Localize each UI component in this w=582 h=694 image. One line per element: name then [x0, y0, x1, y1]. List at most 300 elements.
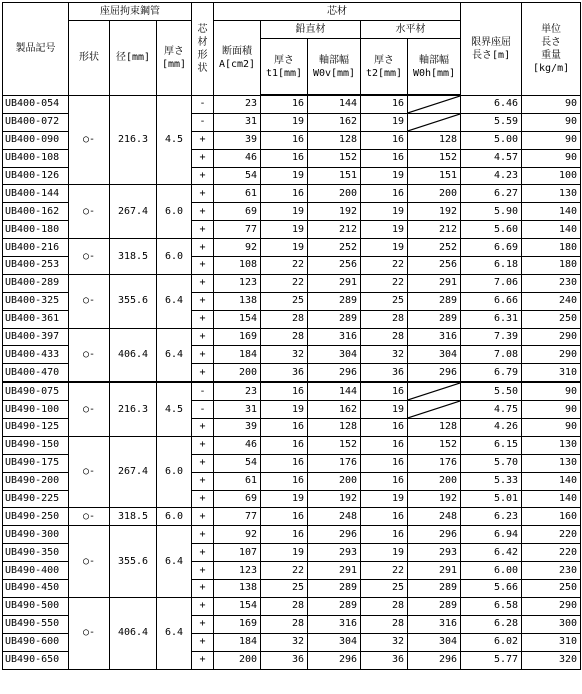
diameter-cell: 318.5: [110, 508, 157, 526]
core-shape-cell: +: [192, 149, 214, 167]
t2-cell: 19: [361, 167, 408, 185]
area-cell: 77: [214, 508, 261, 526]
core-shape-cell: +: [192, 454, 214, 472]
core-shape-cell: +: [192, 544, 214, 562]
w0h-cell: 176: [408, 454, 461, 472]
t2-cell: 36: [361, 651, 408, 669]
t1-cell: 28: [261, 328, 308, 346]
product-code-cell: UB400-126: [3, 167, 69, 185]
w0h-cell: 200: [408, 185, 461, 203]
core-shape-cell: -: [192, 382, 214, 400]
t1-cell: 16: [261, 454, 308, 472]
w0v-cell: 316: [308, 615, 361, 633]
product-code-cell: UB400-144: [3, 185, 69, 203]
table-row: [3, 185, 581, 203]
w0h-cell-empty: [408, 113, 461, 131]
thickness-cell: 6.0: [157, 508, 192, 526]
header-core-shape-2: 材: [197, 36, 208, 48]
buckling-length-cell: 6.94: [461, 526, 522, 544]
w0v-cell: 289: [308, 597, 361, 615]
core-shape-cell: +: [192, 490, 214, 508]
product-code-cell: UB400-090: [3, 131, 69, 149]
unit-weight-cell: 90: [522, 113, 581, 131]
area-cell: 77: [214, 221, 261, 239]
diameter-cell: 216.3: [110, 382, 157, 436]
t1-cell: 16: [261, 472, 308, 490]
diagonal-slash: [408, 96, 460, 113]
w0h-cell: 200: [408, 472, 461, 490]
core-shape-cell: +: [192, 615, 214, 633]
core-shape-cell: +: [192, 651, 214, 669]
area-cell: 123: [214, 274, 261, 292]
t2-cell: 22: [361, 257, 408, 275]
t1-cell: 25: [261, 580, 308, 598]
t2-cell: 28: [361, 310, 408, 328]
product-code-cell: UB490-225: [3, 490, 69, 508]
buckling-length-cell: 6.58: [461, 597, 522, 615]
t2-cell: 16: [361, 149, 408, 167]
core-shape-cell: +: [192, 328, 214, 346]
diameter-cell: 216.3: [110, 95, 157, 185]
t2-cell: 28: [361, 597, 408, 615]
header-area-1: 断面積: [222, 45, 253, 57]
w0v-cell: 192: [308, 203, 361, 221]
t1-cell: 25: [261, 292, 308, 310]
area-cell: 61: [214, 472, 261, 490]
w0h-cell: 316: [408, 615, 461, 633]
shape-cell: ○-: [69, 239, 110, 275]
header-thickness: [157, 21, 192, 96]
product-code-cell: UB490-125: [3, 419, 69, 437]
w0h-cell: 252: [408, 239, 461, 257]
area-cell: 108: [214, 257, 261, 275]
unit-weight-cell: 90: [522, 382, 581, 400]
unit-weight-cell: 230: [522, 562, 581, 580]
thickness-cell: 6.0: [157, 436, 192, 508]
t1-cell: 19: [261, 401, 308, 419]
t1-cell: 22: [261, 257, 308, 275]
t1-cell: 16: [261, 526, 308, 544]
core-shape-cell: -: [192, 95, 214, 113]
w0h-cell: 152: [408, 436, 461, 454]
table-body: [3, 95, 581, 669]
thickness-cell: 6.0: [157, 239, 192, 275]
area-cell: 107: [214, 544, 261, 562]
w0v-cell: 289: [308, 292, 361, 310]
header-unit-weight: [522, 3, 581, 96]
area-cell: 23: [214, 95, 261, 113]
w0h-cell: 192: [408, 203, 461, 221]
diameter-cell: 355.6: [110, 274, 157, 328]
thickness-cell: 6.4: [157, 526, 192, 598]
area-cell: 200: [214, 651, 261, 669]
t2-cell: 16: [361, 419, 408, 437]
shape-cell: ○-: [69, 597, 110, 669]
product-code-cell: UB400-361: [3, 310, 69, 328]
core-shape-cell: +: [192, 472, 214, 490]
header-core-shape-1: 芯: [197, 23, 208, 35]
table-row: [3, 597, 581, 615]
w0h-cell: 291: [408, 562, 461, 580]
t2-cell: 25: [361, 580, 408, 598]
table-row: [3, 328, 581, 346]
header-core-shape: [192, 3, 214, 96]
buckling-length-cell: 7.39: [461, 328, 522, 346]
w0h-cell: 296: [408, 364, 461, 382]
unit-weight-cell: 140: [522, 490, 581, 508]
buckling-length-cell: 5.90: [461, 203, 522, 221]
w0v-cell: 212: [308, 221, 361, 239]
diameter-cell: 406.4: [110, 328, 157, 382]
w0v-cell: 291: [308, 274, 361, 292]
buckling-length-cell: 6.66: [461, 292, 522, 310]
area-cell: 169: [214, 328, 261, 346]
table-row: [3, 274, 581, 292]
t1-cell: 19: [261, 544, 308, 562]
header-area: [214, 21, 261, 96]
core-shape-cell: +: [192, 274, 214, 292]
table-row: [3, 382, 581, 400]
area-cell: 69: [214, 490, 261, 508]
w0v-cell: 151: [308, 167, 361, 185]
w0h-cell: 256: [408, 257, 461, 275]
w0v-cell: 144: [308, 382, 361, 400]
t1-cell: 16: [261, 149, 308, 167]
w0v-cell: 252: [308, 239, 361, 257]
unit-weight-cell: 250: [522, 580, 581, 598]
product-code-cell: UB400-470: [3, 364, 69, 382]
product-code-cell: UB400-289: [3, 274, 69, 292]
core-shape-cell: +: [192, 131, 214, 149]
buckling-length-cell: 6.46: [461, 95, 522, 113]
w0v-cell: 296: [308, 526, 361, 544]
t1-cell: 19: [261, 490, 308, 508]
thickness-cell: 6.4: [157, 274, 192, 328]
area-cell: 23: [214, 382, 261, 400]
core-shape-cell: +: [192, 203, 214, 221]
w0h-cell: 289: [408, 597, 461, 615]
t2-cell: 36: [361, 364, 408, 382]
t2-cell: 22: [361, 562, 408, 580]
w0v-cell: 256: [308, 257, 361, 275]
header-area-2: A[cm2]: [218, 58, 256, 70]
header-buckling-1: 限界座屈: [471, 36, 512, 48]
w0h-cell: 128: [408, 419, 461, 437]
t2-cell: 28: [361, 615, 408, 633]
spec-table: [2, 2, 581, 670]
header-unit-weight-1: 単位: [541, 23, 562, 35]
buckling-length-cell: 5.01: [461, 490, 522, 508]
header-t1: [261, 39, 308, 96]
area-cell: 184: [214, 346, 261, 364]
header-product-code: 製品記号: [3, 3, 69, 96]
header-w0v-2: W0v[mm]: [312, 67, 356, 79]
unit-weight-cell: 160: [522, 508, 581, 526]
w0v-cell: 144: [308, 95, 361, 113]
header-thickness-1: 厚さ: [164, 45, 184, 57]
header-t2: [361, 39, 408, 96]
area-cell: 184: [214, 633, 261, 651]
diameter-cell: 406.4: [110, 597, 157, 669]
t1-cell: 22: [261, 562, 308, 580]
w0v-cell: 293: [308, 544, 361, 562]
area-cell: 39: [214, 419, 261, 437]
w0v-cell: 152: [308, 149, 361, 167]
area-cell: 200: [214, 364, 261, 382]
table-row: [3, 95, 581, 113]
t2-cell: 16: [361, 508, 408, 526]
header-w0h-2: W0h[mm]: [412, 67, 456, 79]
unit-weight-cell: 320: [522, 651, 581, 669]
unit-weight-cell: 290: [522, 597, 581, 615]
core-shape-cell: +: [192, 633, 214, 651]
t1-cell: 28: [261, 310, 308, 328]
w0h-cell: 212: [408, 221, 461, 239]
product-code-cell: UB400-108: [3, 149, 69, 167]
header-diameter: 径[mm]: [110, 21, 157, 96]
area-cell: 92: [214, 239, 261, 257]
buckling-length-cell: 6.00: [461, 562, 522, 580]
buckling-length-cell: 6.28: [461, 615, 522, 633]
w0v-cell: 200: [308, 185, 361, 203]
area-cell: 61: [214, 185, 261, 203]
w0h-cell: 152: [408, 149, 461, 167]
product-code-cell: UB490-450: [3, 580, 69, 598]
w0v-cell: 128: [308, 131, 361, 149]
t2-cell: 16: [361, 95, 408, 113]
buckling-length-cell: 6.79: [461, 364, 522, 382]
t2-cell: 19: [361, 401, 408, 419]
w0h-cell: 128: [408, 131, 461, 149]
area-cell: 46: [214, 436, 261, 454]
w0v-cell: 162: [308, 401, 361, 419]
w0v-cell: 316: [308, 328, 361, 346]
header-shape: 形状: [69, 21, 110, 96]
area-cell: 154: [214, 310, 261, 328]
area-cell: 54: [214, 167, 261, 185]
shape-cell: ○-: [69, 95, 110, 185]
t2-cell: 19: [361, 490, 408, 508]
header-buckling-2: 長さ[m]: [472, 49, 511, 61]
area-cell: 31: [214, 401, 261, 419]
buckling-length-cell: 6.27: [461, 185, 522, 203]
buckling-length-cell: 5.33: [461, 472, 522, 490]
w0h-cell: 293: [408, 544, 461, 562]
t2-cell: 16: [361, 472, 408, 490]
unit-weight-cell: 250: [522, 310, 581, 328]
diameter-cell: 267.4: [110, 185, 157, 239]
unit-weight-cell: 140: [522, 472, 581, 490]
core-shape-cell: +: [192, 526, 214, 544]
w0v-cell: 304: [308, 346, 361, 364]
product-code-cell: UB490-150: [3, 436, 69, 454]
area-cell: 123: [214, 562, 261, 580]
table-row: [3, 436, 581, 454]
w0v-cell: 152: [308, 436, 361, 454]
w0v-cell: 291: [308, 562, 361, 580]
diameter-cell: 318.5: [110, 239, 157, 275]
product-code-cell: UB400-180: [3, 221, 69, 239]
unit-weight-cell: 310: [522, 364, 581, 382]
product-code-cell: UB400-397: [3, 328, 69, 346]
area-cell: 92: [214, 526, 261, 544]
t1-cell: 16: [261, 95, 308, 113]
t2-cell: 19: [361, 113, 408, 131]
header-unit-weight-3: 重量: [541, 49, 562, 61]
product-code-cell: UB490-550: [3, 615, 69, 633]
t1-cell: 19: [261, 221, 308, 239]
core-shape-cell: +: [192, 310, 214, 328]
buckling-length-cell: 4.75: [461, 401, 522, 419]
shape-cell: ○-: [69, 185, 110, 239]
t2-cell: 32: [361, 346, 408, 364]
w0h-cell: 296: [408, 651, 461, 669]
unit-weight-cell: 130: [522, 185, 581, 203]
product-code-cell: UB490-600: [3, 633, 69, 651]
table-row: [3, 508, 581, 526]
diagonal-slash: [408, 383, 460, 400]
unit-weight-cell: 130: [522, 454, 581, 472]
product-code-cell: UB400-072: [3, 113, 69, 131]
header-horizontal: 水平材: [361, 21, 461, 39]
t2-cell: 25: [361, 292, 408, 310]
shape-cell: ○-: [69, 526, 110, 598]
w0h-cell: 151: [408, 167, 461, 185]
header-t1-2: t1[mm]: [265, 67, 303, 79]
t1-cell: 16: [261, 185, 308, 203]
product-code-cell: UB490-650: [3, 651, 69, 669]
t2-cell: 22: [361, 274, 408, 292]
core-shape-cell: +: [192, 580, 214, 598]
diameter-cell: 267.4: [110, 436, 157, 508]
header-w0h: [408, 39, 461, 96]
header-core-shape-3: 形: [197, 49, 208, 61]
header-unit-weight-4: [kg/m]: [533, 62, 570, 74]
shape-cell: ○-: [69, 436, 110, 508]
header-t2-1: 厚さ: [374, 54, 395, 66]
product-code-cell: UB490-175: [3, 454, 69, 472]
area-cell: 138: [214, 292, 261, 310]
area-cell: 138: [214, 580, 261, 598]
w0v-cell: 128: [308, 419, 361, 437]
buckling-length-cell: 5.00: [461, 131, 522, 149]
product-code-cell: UB400-325: [3, 292, 69, 310]
t1-cell: 28: [261, 615, 308, 633]
core-shape-cell: -: [192, 113, 214, 131]
product-code-cell: UB400-433: [3, 346, 69, 364]
w0v-cell: 248: [308, 508, 361, 526]
w0v-cell: 200: [308, 472, 361, 490]
product-code-cell: UB490-300: [3, 526, 69, 544]
core-shape-cell: +: [192, 239, 214, 257]
t1-cell: 19: [261, 167, 308, 185]
core-shape-cell: +: [192, 364, 214, 382]
t2-cell: 28: [361, 328, 408, 346]
unit-weight-cell: 90: [522, 419, 581, 437]
diameter-cell: 355.6: [110, 526, 157, 598]
t2-cell: 19: [361, 203, 408, 221]
core-shape-cell: +: [192, 436, 214, 454]
t1-cell: 32: [261, 346, 308, 364]
thickness-cell: 6.4: [157, 597, 192, 669]
core-shape-cell: +: [192, 292, 214, 310]
w0h-cell: 304: [408, 346, 461, 364]
area-cell: 169: [214, 615, 261, 633]
thickness-cell: 4.5: [157, 382, 192, 436]
t1-cell: 22: [261, 274, 308, 292]
area-cell: 31: [214, 113, 261, 131]
core-shape-cell: +: [192, 597, 214, 615]
t2-cell: 16: [361, 436, 408, 454]
t1-cell: 16: [261, 508, 308, 526]
buckling-length-cell: 6.69: [461, 239, 522, 257]
area-cell: 69: [214, 203, 261, 221]
shape-cell: ○-: [69, 274, 110, 328]
header-core: 芯材: [214, 3, 461, 21]
w0v-cell: 289: [308, 310, 361, 328]
t1-cell: 16: [261, 436, 308, 454]
product-code-cell: UB490-500: [3, 597, 69, 615]
t2-cell: 16: [361, 454, 408, 472]
core-shape-cell: +: [192, 257, 214, 275]
header-thickness-2: [mm]: [161, 58, 187, 70]
unit-weight-cell: 90: [522, 401, 581, 419]
core-shape-cell: +: [192, 419, 214, 437]
t2-cell: 19: [361, 221, 408, 239]
buckling-length-cell: 6.02: [461, 633, 522, 651]
w0h-cell: 296: [408, 526, 461, 544]
buckling-length-cell: 6.15: [461, 436, 522, 454]
core-shape-cell: +: [192, 185, 214, 203]
t1-cell: 19: [261, 239, 308, 257]
t1-cell: 16: [261, 382, 308, 400]
unit-weight-cell: 220: [522, 544, 581, 562]
unit-weight-cell: 140: [522, 203, 581, 221]
w0v-cell: 192: [308, 490, 361, 508]
buckling-length-cell: 6.42: [461, 544, 522, 562]
thickness-cell: 4.5: [157, 95, 192, 185]
w0v-cell: 296: [308, 651, 361, 669]
product-code-cell: UB400-054: [3, 95, 69, 113]
w0v-cell: 162: [308, 113, 361, 131]
product-code-cell: UB490-075: [3, 382, 69, 400]
buckling-length-cell: 5.77: [461, 651, 522, 669]
t1-cell: 19: [261, 113, 308, 131]
product-code-cell: UB400-162: [3, 203, 69, 221]
core-shape-cell: +: [192, 346, 214, 364]
product-code-cell: UB400-216: [3, 239, 69, 257]
w0h-cell: 248: [408, 508, 461, 526]
t2-cell: 19: [361, 239, 408, 257]
thickness-cell: 6.4: [157, 328, 192, 382]
w0h-cell: 291: [408, 274, 461, 292]
w0h-cell: 289: [408, 292, 461, 310]
buckling-length-cell: 7.06: [461, 274, 522, 292]
thickness-cell: 6.0: [157, 185, 192, 239]
core-shape-cell: +: [192, 167, 214, 185]
core-shape-cell: +: [192, 508, 214, 526]
product-code-cell: UB490-400: [3, 562, 69, 580]
w0h-cell: 289: [408, 580, 461, 598]
unit-weight-cell: 180: [522, 239, 581, 257]
t1-cell: 28: [261, 597, 308, 615]
t1-cell: 16: [261, 131, 308, 149]
area-cell: 39: [214, 131, 261, 149]
w0h-cell: 304: [408, 633, 461, 651]
unit-weight-cell: 130: [522, 436, 581, 454]
unit-weight-cell: 310: [522, 633, 581, 651]
buckling-length-cell: 6.18: [461, 257, 522, 275]
